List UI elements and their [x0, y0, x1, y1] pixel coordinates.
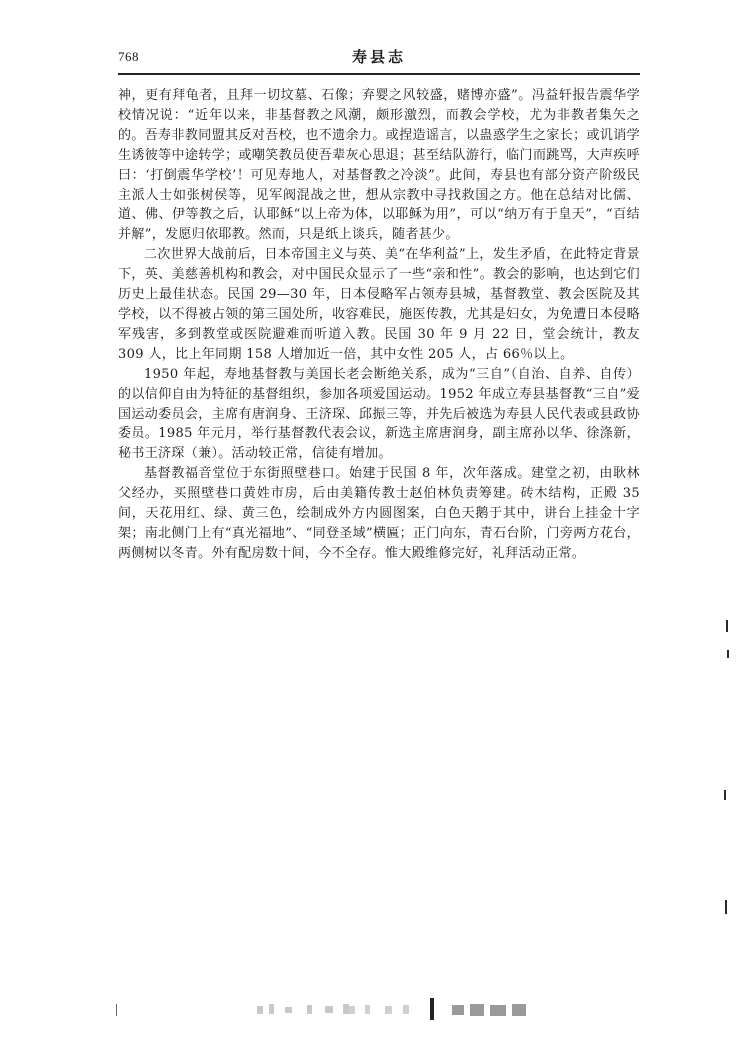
- scan-artifact: [724, 790, 726, 800]
- bleed-through-smudge: [450, 1000, 540, 1020]
- scan-artifact: [725, 900, 727, 914]
- paragraph: 基督教福音堂位于东街照壁巷口。始建于民国 8 年，次年落成。建堂之初，由耿林父经办，买照壁巷口黄姓市房，后由美籍传教士赵伯林负责筹建。砖木结构，正殿 35 间，天花用红、绿、黄三色，绘制成外方内圆图案，白色天鹅于其中，讲台上挂金十字架；南北侧门上有“真光福地”、“同登圣域”横匾；正门向东，青石台阶，门旁两方花台，两侧树以冬青。外有配房数十间，今不全存。惟大殿维修完好，礼拜活动正常。: [118, 466, 640, 561]
- paragraph: 1950 年起，寿地基督教与美国长老会断绝关系，成为“三自”（自治、自养、自传）的以信仰自由为特征的基督组织，参加各项爱国运动。1952 年成立寿县基督教“三自”爱国运动委员会，主席有唐润身、王济琛、邱振三等，并先后被选为寿县人民代表或县政协委员。1985 年元月，举行基督教代表会议，新选主席唐润身，副主席孙以华、徐涤新，秘书王济琛（兼）。活动较正常，信徒有增加。: [118, 366, 640, 462]
- body-text: [118, 86, 640, 564]
- scan-artifact: [727, 650, 729, 658]
- scan-artifact: [430, 998, 434, 1020]
- page-number: 768: [118, 49, 139, 64]
- bleed-through-smudge: [345, 1000, 415, 1020]
- scan-artifact: [726, 620, 728, 632]
- running-title: 寿县志: [351, 48, 406, 66]
- paragraph: 神，更有拜龟者，且拜一切坟墓、石像；弃婴之风较盛，赌博亦盛”。冯益轩报告震华学校情况说：“近年以来，非基督教之风潮，颇形激烈，而教会学校，尤为非教者集矢之的。吾寿非教同盟其反对吾校，也不遗余力。或捏造谣言，以蛊惑学生之家长；或讥诮学生诱彼等中途转学；或嘲笑教员使吾辈灰心思退；甚至结队游行，临门而跳骂，大声疾呼曰：‘打倒震华学校’！可见寿地人，对基督教之冷淡”。此间，寿县也有部分资产阶级民主派人士如张树侯等，见军阀混战之世，想从宗教中寻找救国之方。他在总结对比儒、道、佛、伊等教之后，认耶稣“以上帝为体，以耶稣为用”，可以“纳万有于皇天”，“百结并解”，发愿归依耶教。然而，只是纸上谈兵，随者甚少。: [118, 88, 640, 243]
- header-rule: [118, 73, 640, 75]
- page-header: [118, 46, 640, 72]
- bleed-through-smudge: [255, 1000, 355, 1020]
- scan-artifact: [116, 1004, 117, 1016]
- paragraph: 二次世界大战前后，日本帝国主义与英、美“在华利益”上，发生矛盾，在此特定背景下，英、美慈善机构和教会，对中国民众显示了一些“亲和性”。教会的影响，也达到它们历史上最佳状态。民国 29—30 年，日本侵略军占领寿县城，基督教堂、教会医院及其学校，以不得被占领的第三国处所，收容难民，施医传教，尤其是妇女，为免遭日本侵略军残害，多到教堂或医院避难而听道入教。民国 30 年 9 月 22 日，堂会统计，教友 309 人，比上年同期 158 人增加近一倍，其中女性 205 人，占 66％以上。: [118, 247, 640, 362]
